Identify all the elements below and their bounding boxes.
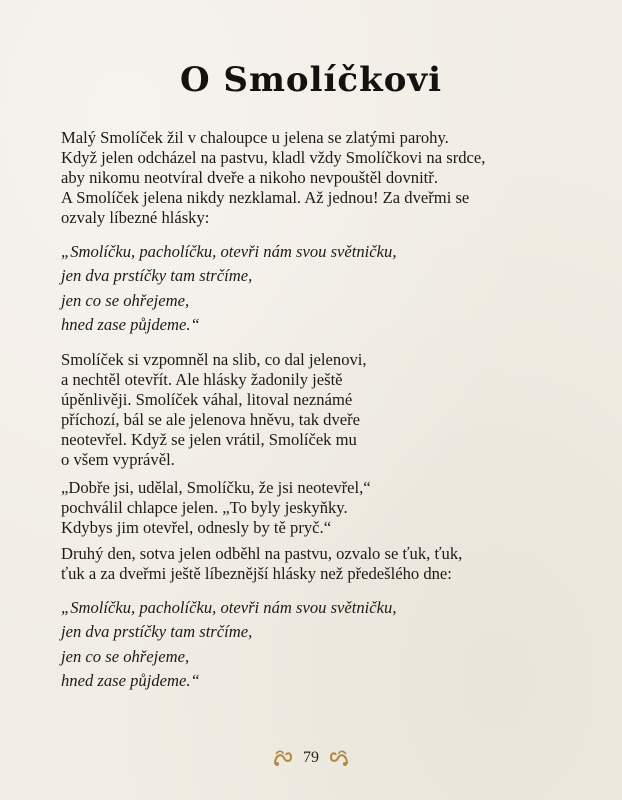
verse-line: „Smolíčku, pacholíčku, otevři nám svou světničku, xyxy=(61,242,397,261)
text-line: ťuk a za dveřmi ještě líbeznější hlásky než předešlého dne: xyxy=(61,564,452,583)
text-line: Kdybys jim otevřel, odnesly by tě pryč.“ xyxy=(61,518,332,537)
verse-1 xyxy=(61,240,541,337)
paragraph-1 xyxy=(61,128,511,228)
text-line: a nechtěl otevřít. Ale hlásky žadonily ještě xyxy=(61,370,343,389)
page-title: O Smolíčkovi xyxy=(179,60,443,100)
text-line: „Dobře jsi, udělal, Smolíčku, že jsi neotevřel,“ xyxy=(61,478,371,497)
text-line: ozvaly líbezné hlásky: xyxy=(61,208,210,227)
page-footer xyxy=(0,748,622,768)
text-line: úpěnlivěji. Smolíček váhal, litoval neznámé xyxy=(61,390,353,409)
golden-flourish-icon xyxy=(273,748,295,768)
text-line: A Smolíček jelena nikdy nezklamal. Až jednou! Za dveřmi se xyxy=(61,188,470,207)
text-line: příchozí, bál se ale jelenova hněvu, tak dveře xyxy=(61,410,361,429)
page-number: 79 xyxy=(303,749,319,766)
verse-line: hned zase půjdeme.“ xyxy=(61,314,200,334)
text-line: neotevřel. Když se jelen vrátil, Smolíček mu xyxy=(61,430,357,449)
text-line: Když jelen odcházel na pastvu, kladl vždy Smolíčkovi na srdce, xyxy=(61,148,486,167)
verse-line: jen co se ohřejeme, xyxy=(61,646,190,666)
text-line: o všem vyprávěl. xyxy=(61,450,175,469)
verse-line: jen co se ohřejeme, xyxy=(61,290,190,310)
paragraph-3 xyxy=(61,478,511,538)
text-line: Malý Smolíček žil v chaloupce u jelena se zlatými parohy. xyxy=(61,128,449,147)
verse-line: jen dva prstíčky tam strčíme, xyxy=(61,266,253,286)
verse-line: „Smolíčku, pacholíčku, otevři nám svou světničku, xyxy=(61,598,397,617)
verse-line: jen dva prstíčky tam strčíme, xyxy=(61,622,253,642)
text-line: Druhý den, sotva jelen odběhl na pastvu, ozvalo se ťuk, ťuk, xyxy=(61,544,463,563)
text-line: Smolíček si vzpomněl na slib, co dal jelenovi, xyxy=(61,350,367,369)
paragraph-2 xyxy=(61,350,511,470)
text-line: aby nikomu neotvíral dveře a nikoho nevpouštěl dovnitř. xyxy=(61,168,438,187)
golden-flourish-icon xyxy=(327,748,349,768)
paragraph-4 xyxy=(61,544,511,584)
text-line: pochválil chlapce jelen. „To byly jeskyňky. xyxy=(61,498,348,517)
verse-2 xyxy=(61,596,541,693)
verse-line: hned zase půjdeme.“ xyxy=(61,670,200,690)
